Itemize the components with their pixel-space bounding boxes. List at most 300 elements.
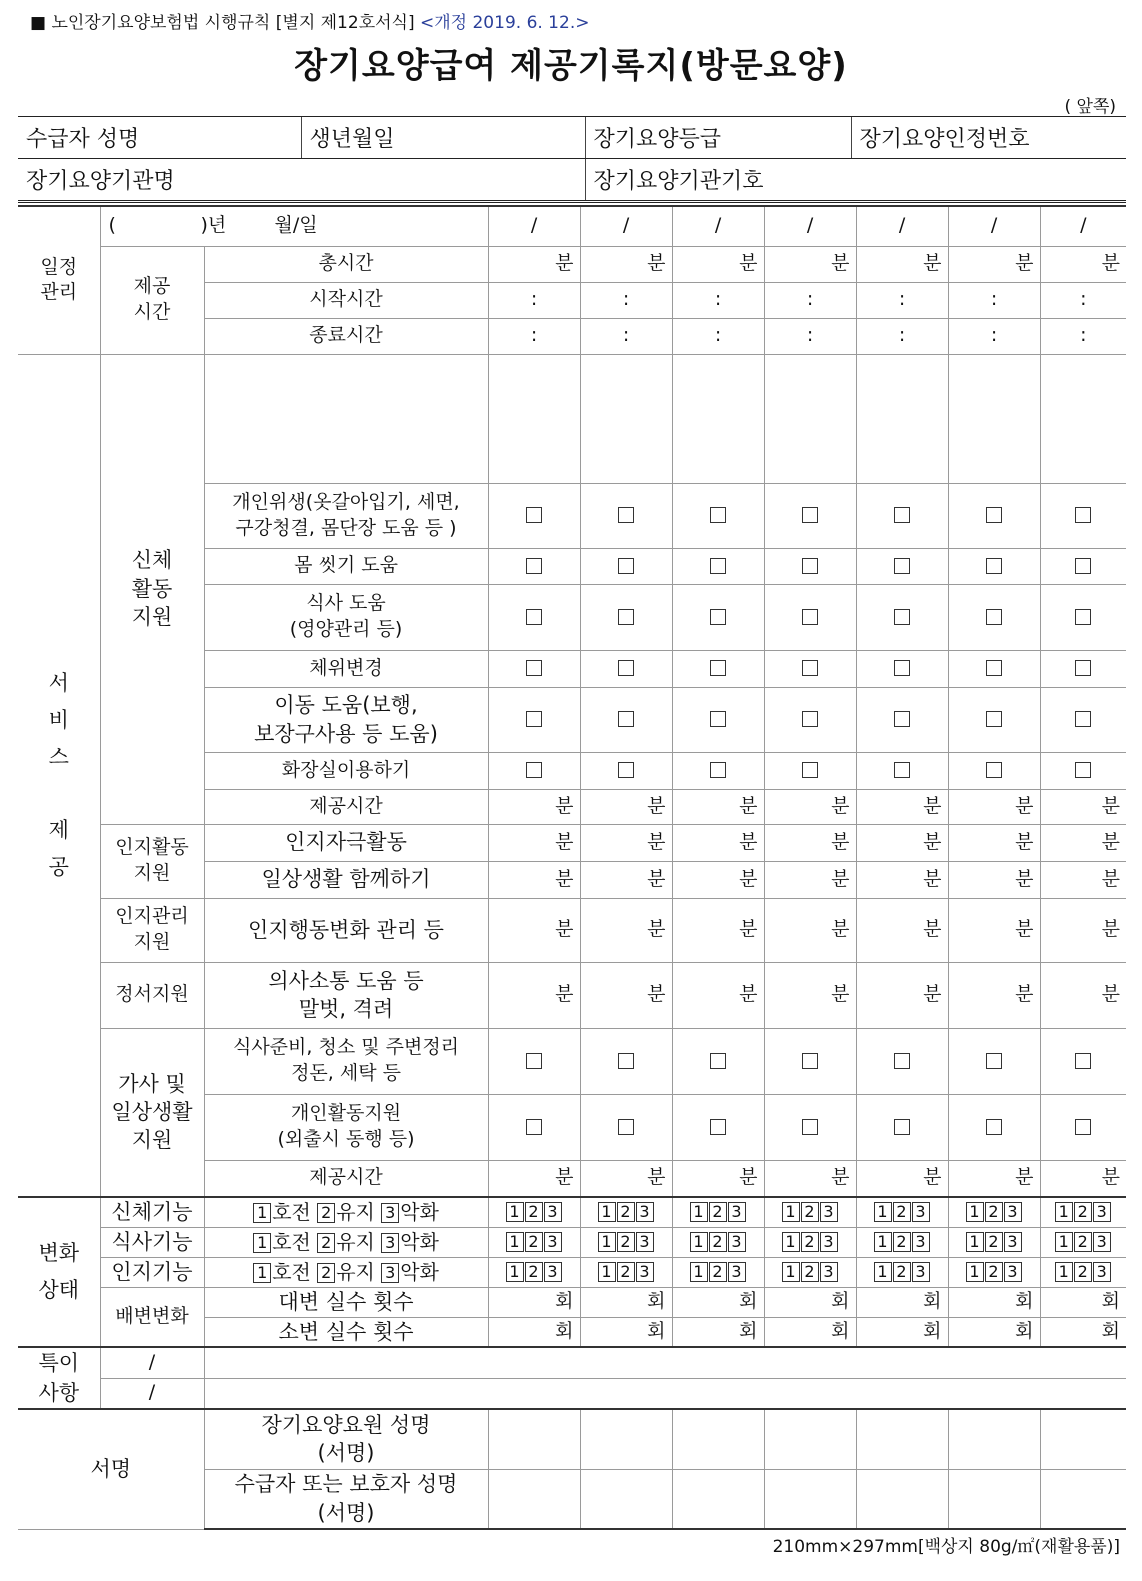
checkbox[interactable] [618, 558, 634, 574]
checkbox[interactable] [802, 558, 818, 574]
minutes-cell[interactable]: 분 [672, 898, 764, 962]
rating-cell [672, 1227, 764, 1257]
service-item-label: 개인활동지원 (외출시 동행 등) [204, 1094, 488, 1160]
excretion-item-label: 소변 실수 횟수 [204, 1317, 488, 1347]
minutes-cell[interactable]: 분 [1040, 246, 1126, 282]
minutes-cell[interactable]: 분 [488, 962, 580, 1028]
signature-cell[interactable] [948, 1469, 1040, 1529]
count-cell[interactable]: 회 [672, 1287, 764, 1317]
minutes-cell[interactable]: 분 [1040, 962, 1126, 1028]
rating-cell [764, 1227, 856, 1257]
rating-cell [672, 1197, 764, 1227]
count-cell[interactable]: 회 [764, 1287, 856, 1317]
service-item-label: 개인위생(옷갈아입기, 세면, 구강청결, 몸단장 도움 등 ) [204, 483, 488, 548]
number-box[interactable]: 3 [544, 1232, 562, 1252]
date-cell[interactable]: / [672, 206, 764, 246]
scale-text: 호전 [272, 1229, 311, 1254]
number-box[interactable]: 3 [1004, 1202, 1022, 1222]
number-box[interactable]: 1 [874, 1202, 892, 1222]
number-box[interactable]: 3 [912, 1262, 930, 1282]
checkbox[interactable] [802, 1119, 818, 1135]
minutes-cell[interactable]: 분 [580, 1160, 672, 1197]
end-time-cell[interactable]: : [764, 318, 856, 354]
rating-cell [1040, 1227, 1126, 1257]
blank-cell[interactable] [580, 354, 672, 483]
cognitive-mgmt-label: 인지관리 지원 [100, 898, 204, 962]
signature-cell[interactable] [1040, 1469, 1126, 1529]
checkbox[interactable] [526, 711, 542, 727]
end-time-cell[interactable]: : [948, 318, 1040, 354]
number-box: 1 [253, 1233, 271, 1253]
number-box[interactable]: 2 [985, 1232, 1003, 1252]
checkbox[interactable] [618, 609, 634, 625]
count-cell[interactable]: 회 [764, 1317, 856, 1347]
rating-cell [764, 1257, 856, 1287]
rating-cell [948, 1257, 1040, 1287]
number-box[interactable]: 1 [598, 1262, 616, 1282]
number-box[interactable]: 1 [506, 1262, 524, 1282]
signature-cell[interactable] [764, 1469, 856, 1529]
end-time-cell[interactable]: : [488, 318, 580, 354]
service-item-label: 일상생활 함께하기 [204, 861, 488, 898]
checkbox[interactable] [710, 558, 726, 574]
checkbox[interactable] [526, 609, 542, 625]
notes-input[interactable] [204, 1378, 1126, 1409]
number-box[interactable]: 1 [966, 1262, 984, 1282]
housework-support-label: 가사 및 일상생활 지원 [100, 1028, 204, 1197]
minutes-cell[interactable]: 분 [488, 861, 580, 898]
function-label: 식사기능 [100, 1227, 204, 1257]
minutes-cell[interactable]: 분 [1040, 789, 1126, 824]
number-box[interactable]: 3 [1093, 1262, 1111, 1282]
checkbox[interactable] [986, 1053, 1002, 1069]
number-box[interactable]: 2 [893, 1202, 911, 1222]
start-time-cell[interactable]: : [764, 282, 856, 318]
birthdate-field[interactable]: 생년월일 [301, 117, 585, 159]
number-box[interactable]: 3 [636, 1202, 654, 1222]
end-time-cell[interactable]: : [580, 318, 672, 354]
checkbox[interactable] [526, 558, 542, 574]
date-cell[interactable]: / [764, 206, 856, 246]
blank-cell[interactable] [488, 354, 580, 483]
number-box[interactable]: 3 [820, 1232, 838, 1252]
number-box[interactable]: 1 [782, 1232, 800, 1252]
start-time-cell[interactable]: : [672, 282, 764, 318]
number-box: 3 [381, 1263, 399, 1283]
count-cell[interactable]: 회 [948, 1317, 1040, 1347]
date-cell[interactable]: / [1040, 206, 1126, 246]
minutes-cell[interactable]: 분 [856, 898, 948, 962]
start-time-cell[interactable]: : [488, 282, 580, 318]
minutes-cell[interactable]: 분 [1040, 1160, 1126, 1197]
checkbox[interactable] [894, 1119, 910, 1135]
grade-field[interactable]: 장기요양등급 [585, 117, 851, 159]
blank-cell[interactable] [856, 354, 948, 483]
checkbox[interactable] [1075, 558, 1091, 574]
number-box[interactable]: 3 [912, 1232, 930, 1252]
minutes-cell[interactable]: 분 [948, 962, 1040, 1028]
paper-spec: 210mm×297mm[백상지 80g/㎡(재활용품)] [772, 1537, 1120, 1557]
checkbox[interactable] [986, 507, 1002, 523]
signature-cell[interactable] [948, 1409, 1040, 1469]
number-box[interactable]: 2 [801, 1232, 819, 1252]
checkbox[interactable] [618, 660, 634, 676]
number-box[interactable]: 3 [636, 1232, 654, 1252]
recipient-name-field[interactable]: 수급자 성명 [18, 117, 301, 159]
checkbox[interactable] [802, 660, 818, 676]
count-cell[interactable]: 회 [856, 1317, 948, 1347]
schedule-section-label: 일정 관리 [18, 206, 100, 354]
blank-cell[interactable] [948, 354, 1040, 483]
number-box[interactable]: 2 [1074, 1232, 1092, 1252]
rating-cell [672, 1257, 764, 1287]
notes-slash: / [100, 1378, 204, 1409]
minutes-cell[interactable]: 분 [764, 898, 856, 962]
scale-legend [204, 1257, 488, 1287]
start-time-label: 시작시간 [204, 282, 488, 318]
number-box[interactable]: 2 [1074, 1262, 1092, 1282]
number-box[interactable]: 1 [690, 1262, 708, 1282]
scale-text: 악화 [400, 1229, 439, 1254]
rating-cell [488, 1257, 580, 1287]
checkbox[interactable] [618, 1053, 634, 1069]
checkbox[interactable] [618, 711, 634, 727]
number-box[interactable]: 2 [801, 1202, 819, 1222]
number-box[interactable]: 1 [506, 1232, 524, 1252]
regulation-header [30, 8, 589, 33]
checkbox[interactable] [710, 711, 726, 727]
checkbox[interactable] [526, 660, 542, 676]
minutes-cell[interactable]: 분 [764, 246, 856, 282]
checkbox[interactable] [802, 711, 818, 727]
number-box[interactable]: 2 [617, 1262, 635, 1282]
checkbox[interactable] [986, 1119, 1002, 1135]
checkbox[interactable] [710, 507, 726, 523]
scale-text: 유지 [336, 1229, 375, 1254]
minutes-cell[interactable]: 분 [948, 824, 1040, 861]
scale-text: 호전 [272, 1259, 311, 1284]
cert-number-field[interactable]: 장기요양인정번호 [851, 117, 1126, 159]
number-box[interactable]: 1 [598, 1202, 616, 1222]
checkbox[interactable] [1075, 762, 1091, 778]
number-box[interactable]: 1 [966, 1232, 984, 1252]
end-time-cell[interactable]: : [856, 318, 948, 354]
minutes-cell[interactable]: 분 [856, 789, 948, 824]
checkbox[interactable] [1075, 711, 1091, 727]
checkbox[interactable] [526, 507, 542, 523]
signature-cell[interactable] [672, 1409, 764, 1469]
number-box[interactable]: 2 [617, 1232, 635, 1252]
checkbox[interactable] [894, 660, 910, 676]
notes-label: 특이 [18, 1347, 100, 1378]
number-box[interactable]: 2 [525, 1232, 543, 1252]
count-cell[interactable]: 회 [948, 1287, 1040, 1317]
date-cell[interactable]: / [580, 206, 672, 246]
signature-cell[interactable] [488, 1409, 580, 1469]
checkbox[interactable] [710, 660, 726, 676]
checkbox[interactable] [986, 762, 1002, 778]
total-time-label: 총시간 [204, 246, 488, 282]
number-box[interactable]: 3 [544, 1202, 562, 1222]
number-box: 1 [253, 1203, 271, 1223]
checkbox[interactable] [1075, 609, 1091, 625]
cognitive-activity-label: 인지활동 지원 [100, 824, 204, 898]
number-box[interactable]: 3 [1004, 1262, 1022, 1282]
service-section-label: 서 비 스 제 공 [18, 354, 100, 1197]
checkbox[interactable] [1075, 1119, 1091, 1135]
number-box[interactable]: 3 [820, 1202, 838, 1222]
rating-cell [856, 1257, 948, 1287]
signature-cell[interactable] [488, 1469, 580, 1529]
end-time-cell[interactable]: : [1040, 318, 1126, 354]
minutes-cell[interactable]: 분 [672, 861, 764, 898]
date-header[interactable]: ( )년 월/일 [100, 206, 488, 246]
number-box[interactable]: 3 [820, 1262, 838, 1282]
minutes-cell[interactable]: 분 [488, 789, 580, 824]
minutes-cell[interactable]: 분 [764, 962, 856, 1028]
number-box[interactable]: 1 [782, 1262, 800, 1282]
signature-cell[interactable] [764, 1409, 856, 1469]
minutes-cell[interactable]: 분 [856, 861, 948, 898]
count-cell[interactable]: 회 [580, 1287, 672, 1317]
blank-cell[interactable] [204, 354, 488, 483]
minutes-cell[interactable]: 분 [948, 1160, 1040, 1197]
checkbox[interactable] [802, 762, 818, 778]
checkbox[interactable] [894, 711, 910, 727]
scale-text: 호전 [272, 1199, 311, 1224]
number-box[interactable]: 2 [709, 1202, 727, 1222]
minutes-cell[interactable]: 분 [764, 789, 856, 824]
number-box[interactable]: 1 [1055, 1232, 1073, 1252]
rating-cell [948, 1227, 1040, 1257]
checkbox[interactable] [526, 762, 542, 778]
rating-cell [1040, 1197, 1126, 1227]
minutes-cell[interactable]: 분 [948, 246, 1040, 282]
start-time-cell[interactable]: : [580, 282, 672, 318]
number-box[interactable]: 3 [544, 1262, 562, 1282]
number-box[interactable]: 1 [690, 1202, 708, 1222]
checkbox[interactable] [894, 558, 910, 574]
checkbox[interactable] [618, 1119, 634, 1135]
number-box[interactable]: 2 [617, 1202, 635, 1222]
checkbox[interactable] [802, 609, 818, 625]
signature-cell[interactable] [580, 1469, 672, 1529]
minutes-cell[interactable]: 분 [580, 861, 672, 898]
minutes-cell[interactable]: 분 [580, 898, 672, 962]
date-cell[interactable]: / [856, 206, 948, 246]
minutes-cell[interactable]: 분 [580, 962, 672, 1028]
excretion-item-label: 대변 실수 횟수 [204, 1287, 488, 1317]
count-cell[interactable]: 회 [1040, 1287, 1126, 1317]
minutes-cell[interactable]: 분 [580, 789, 672, 824]
rating-cell [580, 1257, 672, 1287]
service-item-label: 화장실이용하기 [204, 752, 488, 789]
signature-cell[interactable] [856, 1409, 948, 1469]
minutes-cell[interactable]: 분 [672, 246, 764, 282]
notes-slash: / [100, 1347, 204, 1378]
checkbox[interactable] [986, 558, 1002, 574]
minutes-cell[interactable]: 분 [948, 789, 1040, 824]
end-time-cell[interactable]: : [672, 318, 764, 354]
checkbox[interactable] [986, 711, 1002, 727]
number-box[interactable]: 3 [1004, 1232, 1022, 1252]
checkbox[interactable] [710, 762, 726, 778]
checkbox[interactable] [710, 1053, 726, 1069]
date-cell[interactable]: / [488, 206, 580, 246]
regulation-text: ■ 노인장기요양보험법 시행규칙 [별지 제12호서식] [30, 13, 415, 33]
end-time-label: 종료시간 [204, 318, 488, 354]
number-box[interactable]: 1 [966, 1202, 984, 1222]
number-box[interactable]: 2 [709, 1262, 727, 1282]
number-box[interactable]: 3 [1093, 1232, 1111, 1252]
number-box[interactable]: 2 [893, 1232, 911, 1252]
number-box[interactable]: 3 [728, 1202, 746, 1222]
notes-input[interactable] [204, 1347, 1126, 1378]
number-box[interactable]: 3 [1093, 1202, 1111, 1222]
minutes-cell[interactable]: 분 [488, 1160, 580, 1197]
number-box[interactable]: 2 [525, 1262, 543, 1282]
minutes-cell[interactable]: 분 [856, 1160, 948, 1197]
provision-time-label: 제공시간 [204, 789, 488, 824]
number-box[interactable]: 2 [985, 1202, 1003, 1222]
number-box: 3 [381, 1233, 399, 1253]
scale-text: 악화 [400, 1259, 439, 1284]
count-cell[interactable]: 회 [672, 1317, 764, 1347]
form-title: 장기요양급여 제공기록지(방문요양) [294, 46, 848, 86]
number-box[interactable]: 3 [912, 1202, 930, 1222]
checkbox[interactable] [710, 609, 726, 625]
start-time-cell[interactable]: : [856, 282, 948, 318]
checkbox[interactable] [894, 762, 910, 778]
date-cell[interactable]: / [948, 206, 1040, 246]
number-box[interactable]: 2 [801, 1262, 819, 1282]
service-record-table [18, 205, 1126, 1530]
rating-cell [580, 1197, 672, 1227]
blank-cell[interactable] [1040, 354, 1126, 483]
number-box[interactable]: 2 [1074, 1202, 1092, 1222]
number-box[interactable]: 1 [506, 1202, 524, 1222]
count-cell[interactable]: 회 [580, 1317, 672, 1347]
minutes-cell[interactable]: 분 [856, 824, 948, 861]
number-box[interactable]: 2 [709, 1232, 727, 1252]
checkbox[interactable] [526, 1119, 542, 1135]
institution-name-field[interactable]: 장기요양기관명 [18, 159, 585, 202]
minutes-cell[interactable]: 분 [488, 246, 580, 282]
count-cell[interactable]: 회 [1040, 1317, 1126, 1347]
number-box[interactable]: 2 [893, 1262, 911, 1282]
checkbox[interactable] [618, 507, 634, 523]
checkbox[interactable] [894, 609, 910, 625]
checkbox[interactable] [986, 609, 1002, 625]
minutes-cell[interactable]: 분 [1040, 861, 1126, 898]
number-box[interactable]: 1 [782, 1202, 800, 1222]
checkbox[interactable] [526, 1053, 542, 1069]
blank-cell[interactable] [764, 354, 856, 483]
checkbox[interactable] [802, 1053, 818, 1069]
blank-cell[interactable] [672, 354, 764, 483]
number-box[interactable]: 1 [1055, 1262, 1073, 1282]
minutes-cell[interactable]: 분 [948, 898, 1040, 962]
start-time-cell[interactable]: : [948, 282, 1040, 318]
signature-section-label: 서명 [18, 1409, 204, 1529]
count-cell[interactable]: 회 [856, 1287, 948, 1317]
rating-cell [764, 1197, 856, 1227]
signature-cell[interactable] [672, 1469, 764, 1529]
minutes-cell[interactable]: 분 [1040, 824, 1126, 861]
function-label: 인지기능 [100, 1257, 204, 1287]
number-box[interactable]: 1 [690, 1232, 708, 1252]
checkbox[interactable] [1075, 660, 1091, 676]
rating-cell [488, 1197, 580, 1227]
emotional-support-label: 정서지원 [100, 962, 204, 1028]
minutes-cell[interactable]: 분 [764, 861, 856, 898]
rating-cell [856, 1227, 948, 1257]
institution-code-field[interactable]: 장기요양기관기호 [585, 159, 1126, 202]
number-box[interactable]: 1 [874, 1232, 892, 1252]
service-item-label: 식사 도움 (영양관리 등) [204, 584, 488, 650]
checkbox[interactable] [618, 762, 634, 778]
minutes-cell[interactable]: 분 [580, 246, 672, 282]
change-section-label: 변화 상태 [18, 1197, 100, 1347]
number-box[interactable]: 1 [598, 1232, 616, 1252]
minutes-cell[interactable]: 분 [764, 1160, 856, 1197]
minutes-cell[interactable]: 분 [856, 246, 948, 282]
checkbox[interactable] [894, 1053, 910, 1069]
minutes-cell[interactable]: 분 [672, 789, 764, 824]
signature-cell[interactable] [580, 1409, 672, 1469]
checkbox[interactable] [710, 1119, 726, 1135]
signature-cell[interactable] [856, 1469, 948, 1529]
minutes-cell[interactable]: 분 [488, 824, 580, 861]
count-cell[interactable]: 회 [488, 1287, 580, 1317]
count-cell[interactable]: 회 [488, 1317, 580, 1347]
number-box: 1 [253, 1263, 271, 1283]
number-box[interactable]: 1 [874, 1262, 892, 1282]
scale-legend [204, 1227, 488, 1257]
checkbox[interactable] [1075, 1053, 1091, 1069]
minutes-cell[interactable]: 분 [1040, 898, 1126, 962]
minutes-cell[interactable]: 분 [488, 898, 580, 962]
start-time-cell[interactable]: : [1040, 282, 1126, 318]
checkbox[interactable] [986, 660, 1002, 676]
checkbox[interactable] [1075, 507, 1091, 523]
minutes-cell[interactable]: 분 [764, 824, 856, 861]
minutes-cell[interactable]: 분 [672, 1160, 764, 1197]
scale-text: 유지 [336, 1199, 375, 1224]
number-box[interactable]: 3 [636, 1262, 654, 1282]
checkbox[interactable] [894, 507, 910, 523]
number-box[interactable]: 1 [1055, 1202, 1073, 1222]
checkbox[interactable] [802, 507, 818, 523]
number-box[interactable]: 3 [728, 1232, 746, 1252]
scale-legend [204, 1197, 488, 1227]
minutes-cell[interactable]: 분 [672, 962, 764, 1028]
revision-date: <개정 2019. 6. 12.> [420, 13, 590, 33]
physical-support-label: 신체 활동 지원 [100, 354, 204, 824]
minutes-cell[interactable]: 분 [948, 861, 1040, 898]
minutes-cell[interactable]: 분 [580, 824, 672, 861]
signature-cell[interactable] [1040, 1409, 1126, 1469]
service-item-label: 몸 씻기 도움 [204, 548, 488, 584]
minutes-cell[interactable]: 분 [856, 962, 948, 1028]
minutes-cell[interactable]: 분 [672, 824, 764, 861]
time-group-label: 제공 시간 [100, 246, 204, 354]
number-box[interactable]: 3 [728, 1262, 746, 1282]
number-box[interactable]: 2 [985, 1262, 1003, 1282]
service-item-label: 인지행동변화 관리 등 [204, 898, 488, 962]
number-box[interactable]: 2 [525, 1202, 543, 1222]
notes-label: 사항 [18, 1378, 100, 1409]
